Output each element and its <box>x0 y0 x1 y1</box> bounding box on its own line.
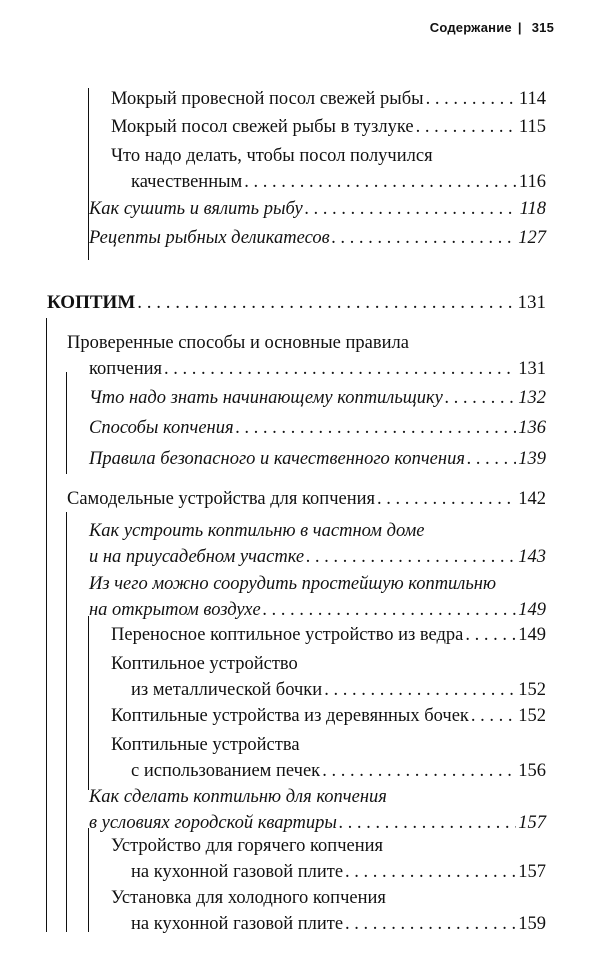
entry-title-continued: качественным <box>131 172 243 192</box>
entry-title: Как сделать коптильню для копчения <box>89 787 387 807</box>
leader-dots <box>137 290 515 316</box>
entry-title: Что надо делать, чтобы посол получился <box>111 146 433 166</box>
toc-entry[interactable] <box>111 86 546 112</box>
entry-title: Коптильные устройства из деревянных бочек <box>111 706 469 726</box>
entry-page: 149 <box>518 600 546 620</box>
entry-title-continued: на открытом воздухе <box>89 600 261 620</box>
leader-dots <box>306 544 516 570</box>
entry-page: 156 <box>518 761 546 781</box>
toc-entry[interactable] <box>89 784 546 836</box>
toc-entry[interactable] <box>111 114 546 140</box>
entry-title-continued: с использованием печек <box>131 761 321 781</box>
entry-page: 127 <box>518 228 546 248</box>
leader-dots <box>426 86 517 112</box>
entry-title-continued: и на приусадебном участке <box>89 547 305 567</box>
leader-dots <box>305 196 518 222</box>
entry-page: 159 <box>518 914 546 934</box>
page-number: 315 <box>531 20 554 35</box>
entry-title: Мокрый посол свежей рыбы в тузлуке <box>111 117 414 137</box>
chapter-title: КОПТИМ <box>47 292 136 313</box>
entry-title: Проверенные способы и основные правила <box>67 333 409 353</box>
leader-dots <box>332 225 517 251</box>
leader-dots <box>471 703 516 729</box>
entry-title-continued: на кухонной газовой плите <box>131 862 344 882</box>
toc-rule-5 <box>88 616 89 790</box>
toc-entry[interactable] <box>111 732 546 784</box>
leader-dots <box>416 114 517 140</box>
entry-page: 149 <box>518 625 546 645</box>
entry-title: Как сушить и вялить рыбу <box>89 199 303 219</box>
entry-page: 114 <box>518 89 546 109</box>
entry-title: Коптильное устройство <box>111 654 298 674</box>
toc-entry[interactable] <box>89 225 546 251</box>
entry-page: 152 <box>518 706 546 726</box>
toc-entry[interactable] <box>89 196 546 222</box>
entry-page: 142 <box>518 489 546 509</box>
entry-title: Что надо знать начинающему коптильщику <box>89 388 443 408</box>
entry-title: Из чего можно соорудить простейшую коптильню <box>89 574 497 594</box>
entry-title: Переносное коптильное устройство из ведра <box>111 625 464 645</box>
toc-entry[interactable] <box>111 651 546 703</box>
entry-page: 118 <box>519 199 546 219</box>
toc-entry[interactable] <box>89 385 546 411</box>
leader-dots <box>324 677 516 703</box>
leader-dots <box>345 859 516 885</box>
leader-dots <box>164 356 516 382</box>
toc-rule-3 <box>66 372 67 474</box>
entry-page: 132 <box>518 388 546 408</box>
toc-rule-2 <box>46 318 47 932</box>
entry-page: 139 <box>518 449 546 469</box>
toc-entry[interactable] <box>111 143 546 195</box>
toc-entry[interactable] <box>111 833 546 885</box>
leader-dots <box>465 622 516 648</box>
leader-dots <box>345 911 516 937</box>
entry-title: Мокрый провесной посол свежей рыбы <box>111 89 424 109</box>
toc-entry[interactable] <box>111 622 546 648</box>
entry-page: 131 <box>517 292 546 313</box>
entry-title-continued: копчения <box>89 359 163 379</box>
entry-page: 116 <box>518 172 546 192</box>
entry-title: Способы копчения <box>89 418 234 438</box>
leader-dots <box>467 446 516 472</box>
toc-entry[interactable] <box>67 330 546 382</box>
leader-dots <box>263 597 517 623</box>
section-title: Содержание <box>429 20 512 35</box>
toc-chapter[interactable] <box>47 290 546 316</box>
leader-dots <box>244 169 517 195</box>
entry-page: 157 <box>518 862 546 882</box>
entry-title: Устройство для горячего копчения <box>111 836 384 856</box>
entry-title: Как устроить коптильню в частном доме <box>89 521 425 541</box>
entry-title-continued: на кухонной газовой плите <box>131 914 344 934</box>
leader-dots <box>322 758 516 784</box>
toc-rule-6 <box>88 828 89 932</box>
entry-page: 143 <box>518 547 546 567</box>
leader-dots <box>445 385 516 411</box>
entry-title: Правила безопасного и качественного копчения <box>89 449 465 469</box>
entry-page: 131 <box>518 359 546 379</box>
toc-entry[interactable] <box>67 486 546 512</box>
toc-entry[interactable] <box>111 703 546 729</box>
entry-page: 115 <box>518 117 546 137</box>
entry-title: Самодельные устройства для копчения <box>67 489 376 509</box>
entry-title: Коптильные устройства <box>111 735 300 755</box>
entry-page: 157 <box>518 813 546 833</box>
toc-entry[interactable] <box>89 571 546 623</box>
leader-dots <box>377 486 516 512</box>
entry-page: 136 <box>518 418 546 438</box>
toc-rule-4 <box>66 512 67 932</box>
entry-title-continued: в условиях городской квартиры <box>89 813 337 833</box>
header-separator: | <box>517 20 522 35</box>
toc-entry[interactable] <box>111 885 546 937</box>
toc-entry[interactable] <box>89 518 546 570</box>
entry-title: Установка для холодного копчения <box>111 888 386 908</box>
running-head <box>430 20 554 35</box>
entry-title-continued: из металлической бочки <box>131 680 323 700</box>
leader-dots <box>236 415 517 441</box>
entry-title: Рецепты рыбных деликатесов <box>89 228 330 248</box>
toc-entry[interactable] <box>89 446 546 472</box>
entry-page: 152 <box>518 680 546 700</box>
toc-entry[interactable] <box>89 415 546 441</box>
